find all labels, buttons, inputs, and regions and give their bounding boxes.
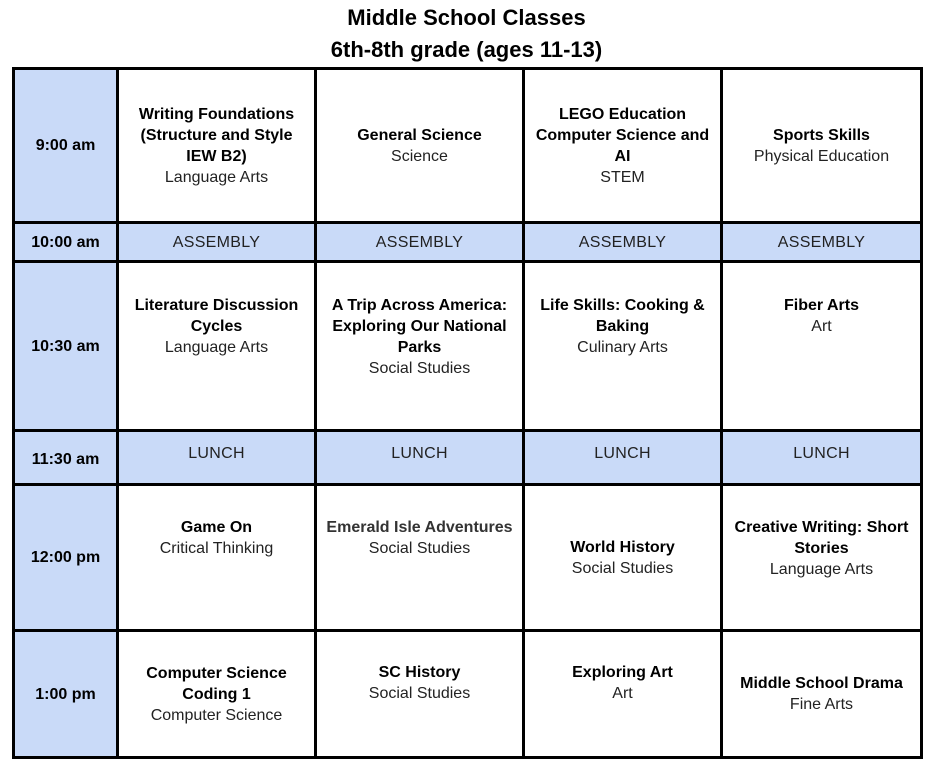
class-cell xyxy=(722,631,922,758)
class-name: Sports Skills xyxy=(773,126,870,144)
page-subtitle: 6th-8th grade (ages 11-13) xyxy=(330,37,603,62)
class-cell xyxy=(118,262,316,431)
time-cell: 11:30 am xyxy=(14,431,118,485)
lunch-cell: LUNCH xyxy=(722,431,922,485)
class-subject: Social Studies xyxy=(571,559,674,577)
class-name: Life Skills: Cooking & Baking xyxy=(540,297,705,335)
class-subject: Art xyxy=(811,318,832,335)
class-cell xyxy=(524,262,722,431)
assembly-cell: ASSEMBLY xyxy=(722,223,922,262)
class-cell xyxy=(316,631,524,758)
class-subject: Language Arts xyxy=(769,561,874,578)
class-cell xyxy=(118,485,316,631)
class-name: A Trip Across America: Exploring Our National Parks xyxy=(331,297,508,356)
class-subject: Critical Thinking xyxy=(159,540,274,557)
class-subject: Social Studies xyxy=(368,360,471,377)
schedule-table xyxy=(12,67,923,759)
class-name: Exploring Art xyxy=(572,664,673,681)
page-title: Middle School Classes xyxy=(347,5,586,30)
class-cell xyxy=(524,631,722,758)
class-subject: Science xyxy=(391,147,448,165)
lunch-cell: LUNCH xyxy=(524,431,722,485)
class-cell xyxy=(524,485,722,631)
class-cell xyxy=(316,69,524,223)
lunch-cell: LUNCH xyxy=(316,431,524,485)
class-cell xyxy=(524,69,722,223)
class-cell xyxy=(722,69,922,223)
class-cell xyxy=(316,262,524,431)
schedule-row-1130am xyxy=(14,431,922,485)
class-subject: Language Arts xyxy=(164,339,269,356)
schedule-row-1030am xyxy=(14,262,922,431)
time-cell: 10:00 am xyxy=(14,223,118,262)
class-subject: Culinary Arts xyxy=(577,339,668,356)
class-subject: STEM xyxy=(600,168,645,186)
assembly-cell: ASSEMBLY xyxy=(316,223,524,262)
class-name: General Science xyxy=(357,126,482,144)
class-name: Game On xyxy=(180,519,253,536)
class-subject: Computer Science xyxy=(150,706,283,724)
class-name: Writing Foundations (Structure and Style IEW B2) xyxy=(138,105,295,165)
class-name: Creative Writing: Short Stories xyxy=(734,519,909,557)
class-subject: Physical Education xyxy=(753,147,890,165)
schedule-row-900am xyxy=(14,69,922,223)
class-cell xyxy=(118,631,316,758)
class-name: Middle School Drama xyxy=(740,675,903,692)
class-name: Computer Science Coding 1 xyxy=(146,664,287,703)
class-subject: Fine Arts xyxy=(789,696,854,713)
time-cell: 10:30 am xyxy=(14,262,118,431)
time-cell: 9:00 am xyxy=(14,69,118,223)
class-subject: Art xyxy=(612,685,633,702)
schedule-row-1200pm xyxy=(14,485,922,631)
class-subject: Language Arts xyxy=(164,168,269,186)
time-cell: 12:00 pm xyxy=(14,485,118,631)
class-name: LEGO Education Computer Science and AI xyxy=(535,105,710,165)
class-cell xyxy=(118,69,316,223)
class-cell xyxy=(722,485,922,631)
class-subject: Social Studies xyxy=(368,540,471,557)
class-cell xyxy=(722,262,922,431)
schedule-row-1000am xyxy=(14,223,922,262)
schedule-row-100pm xyxy=(14,631,922,758)
class-name: Fiber Arts xyxy=(784,297,859,314)
class-cell xyxy=(316,485,524,631)
class-name: Emerald Isle Adventures xyxy=(326,519,513,536)
assembly-cell: ASSEMBLY xyxy=(524,223,722,262)
class-name: SC History xyxy=(378,664,461,681)
assembly-cell: ASSEMBLY xyxy=(118,223,316,262)
class-name: World History xyxy=(570,538,675,556)
class-subject: Social Studies xyxy=(368,685,471,702)
time-cell: 1:00 pm xyxy=(14,631,118,758)
class-name: Literature Discussion Cycles xyxy=(134,297,299,335)
lunch-cell: LUNCH xyxy=(118,431,316,485)
